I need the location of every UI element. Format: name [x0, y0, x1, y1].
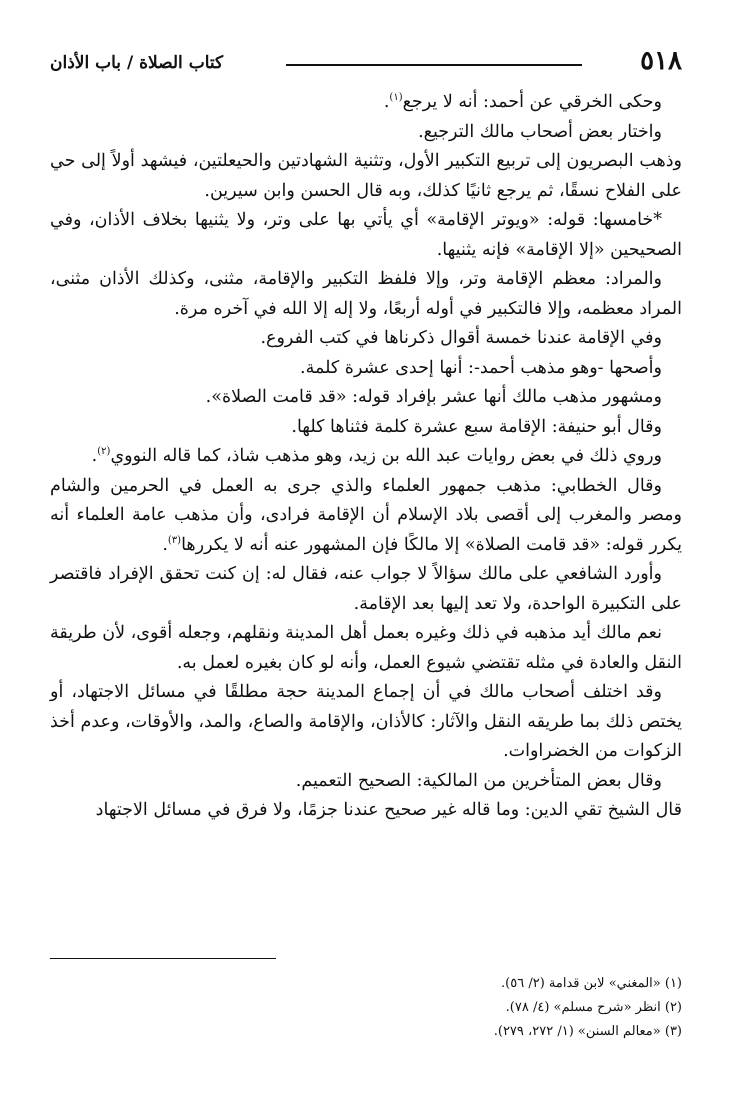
header-rule	[286, 64, 582, 66]
paragraph: والمراد: معظم الإقامة وتر، وإلا فلفظ التكبير والإقامة، مثنى، وكذلك الأذان مثنى، المراد معظمه، وإلا فالتكبير في أوله أربعًا، ولا إله إلا الله في آخره مرة.	[50, 269, 682, 319]
footnote: (١) «المغني» لابن قدامة (٢/ ٥٦).	[501, 976, 682, 991]
paragraph: وأورد الشافعي على مالك سؤالاً لا جواب عنه، فقال له: إن كنت تحقق الإفراد فاقتصر على التكبيرة الواحدة، ولا تعد إليها بعد الإقامة.	[50, 564, 682, 614]
paragraph: وقال الخطابي: مذهب جمهور العلماء والذي جرى به العمل في الحرمين والشام ومصر والمغرب إلى أقصى بلاد الإسلام أن الإقامة فرادى، وأن مذهب عامة العلماء أنه يكرر قوله: «قد قامت الصلاة» إلا مالكًا فإن المشهور عنه أنه لا يكررها$^{(٣)}$.	[50, 475, 682, 555]
footnote-ref: (٢)	[97, 446, 111, 458]
page-number: ٥١٨	[640, 46, 682, 76]
paragraph: ومشهور مذهب مالك أنها عشر بإفراد قوله: «قد قامت الصلاة».	[205, 387, 662, 407]
footnote-ref: (١)	[389, 92, 403, 104]
paragraph: وروي ذلك في بعض روايات عبد الله بن زيد، وهو مذهب شاذ، كما قاله النووي$^{(٢)}$.	[91, 446, 662, 466]
paragraph: وفي الإقامة عندنا خمسة أقوال ذكرناها في كتب الفروع.	[260, 328, 662, 348]
footnote: (٣) «معالم السنن» (١/ ٢٧٢، ٢٧٩).	[493, 1024, 682, 1039]
footnote-rule	[50, 958, 276, 959]
paragraph: وذهب البصريون إلى تربيع التكبير الأول، وتثنية الشهادتين والحيعلتين، فيشهد أولاً إلى حي على الفلاح نسقًا، ثم يرجع ثانيًا كذلك، وبه قال الحسن وابن سيرين.	[50, 151, 682, 201]
footnote: (٢) انظر «شرح مسلم» (٤/ ٧٨).	[505, 1000, 682, 1015]
page-header	[50, 40, 682, 80]
footnotes	[70, 972, 682, 1044]
body-text	[50, 88, 682, 826]
paragraph: وقال بعض المتأخرين من المالكية: الصحيح التعميم.	[295, 770, 662, 791]
page	[50, 40, 682, 826]
paragraph: *خامسها: قوله: «ويوتر الإقامة» أي يأتي بها على وتر، ولا يثنيها بخلاف الأذان، وفي الصحيحين «إلا الإقامة» فإنه يثنيها.	[50, 210, 682, 260]
paragraph: نعم مالك أيد مذهبه في ذلك وغيره بعمل أهل المدينة ونقلهم، وجعله أقوى، لأن طريقة النقل والعادة في مثله تقتضي شيوع العمل، وأنه لو كان بغيره لعمل به.	[50, 623, 682, 673]
paragraph: وقد اختلف أصحاب مالك في أن إجماع المدينة حجة مطلقًا في مسائل الاجتهاد، أو يختص ذلك بما طريقه النقل والآثار: كالأذان، والإقامة والصاع، والمد، والأوقات، وعدم أخذ الزكوات من الخضراوات.	[50, 682, 682, 761]
paragraph: وأصحها -وهو مذهب أحمد-: أنها إحدى عشرة كلمة.	[300, 357, 662, 378]
paragraph: واختار بعض أصحاب مالك الترجيع.	[418, 121, 662, 142]
paragraph: قال الشيخ تقي الدين: وما قاله غير صحيح عندنا جزمًا، ولا فرق في مسائل الاجتهاد	[95, 800, 682, 820]
paragraph: وحكى الخرقي عن أحمد: أنه لا يرجع$^{(١)}$.	[383, 92, 662, 112]
footnote-ref: (٣)	[167, 534, 182, 546]
paragraph: وقال أبو حنيفة: الإقامة سبع عشرة كلمة فثناها كلها.	[291, 416, 662, 437]
running-title: كتاب الصلاة / باب الأذان	[50, 53, 224, 73]
